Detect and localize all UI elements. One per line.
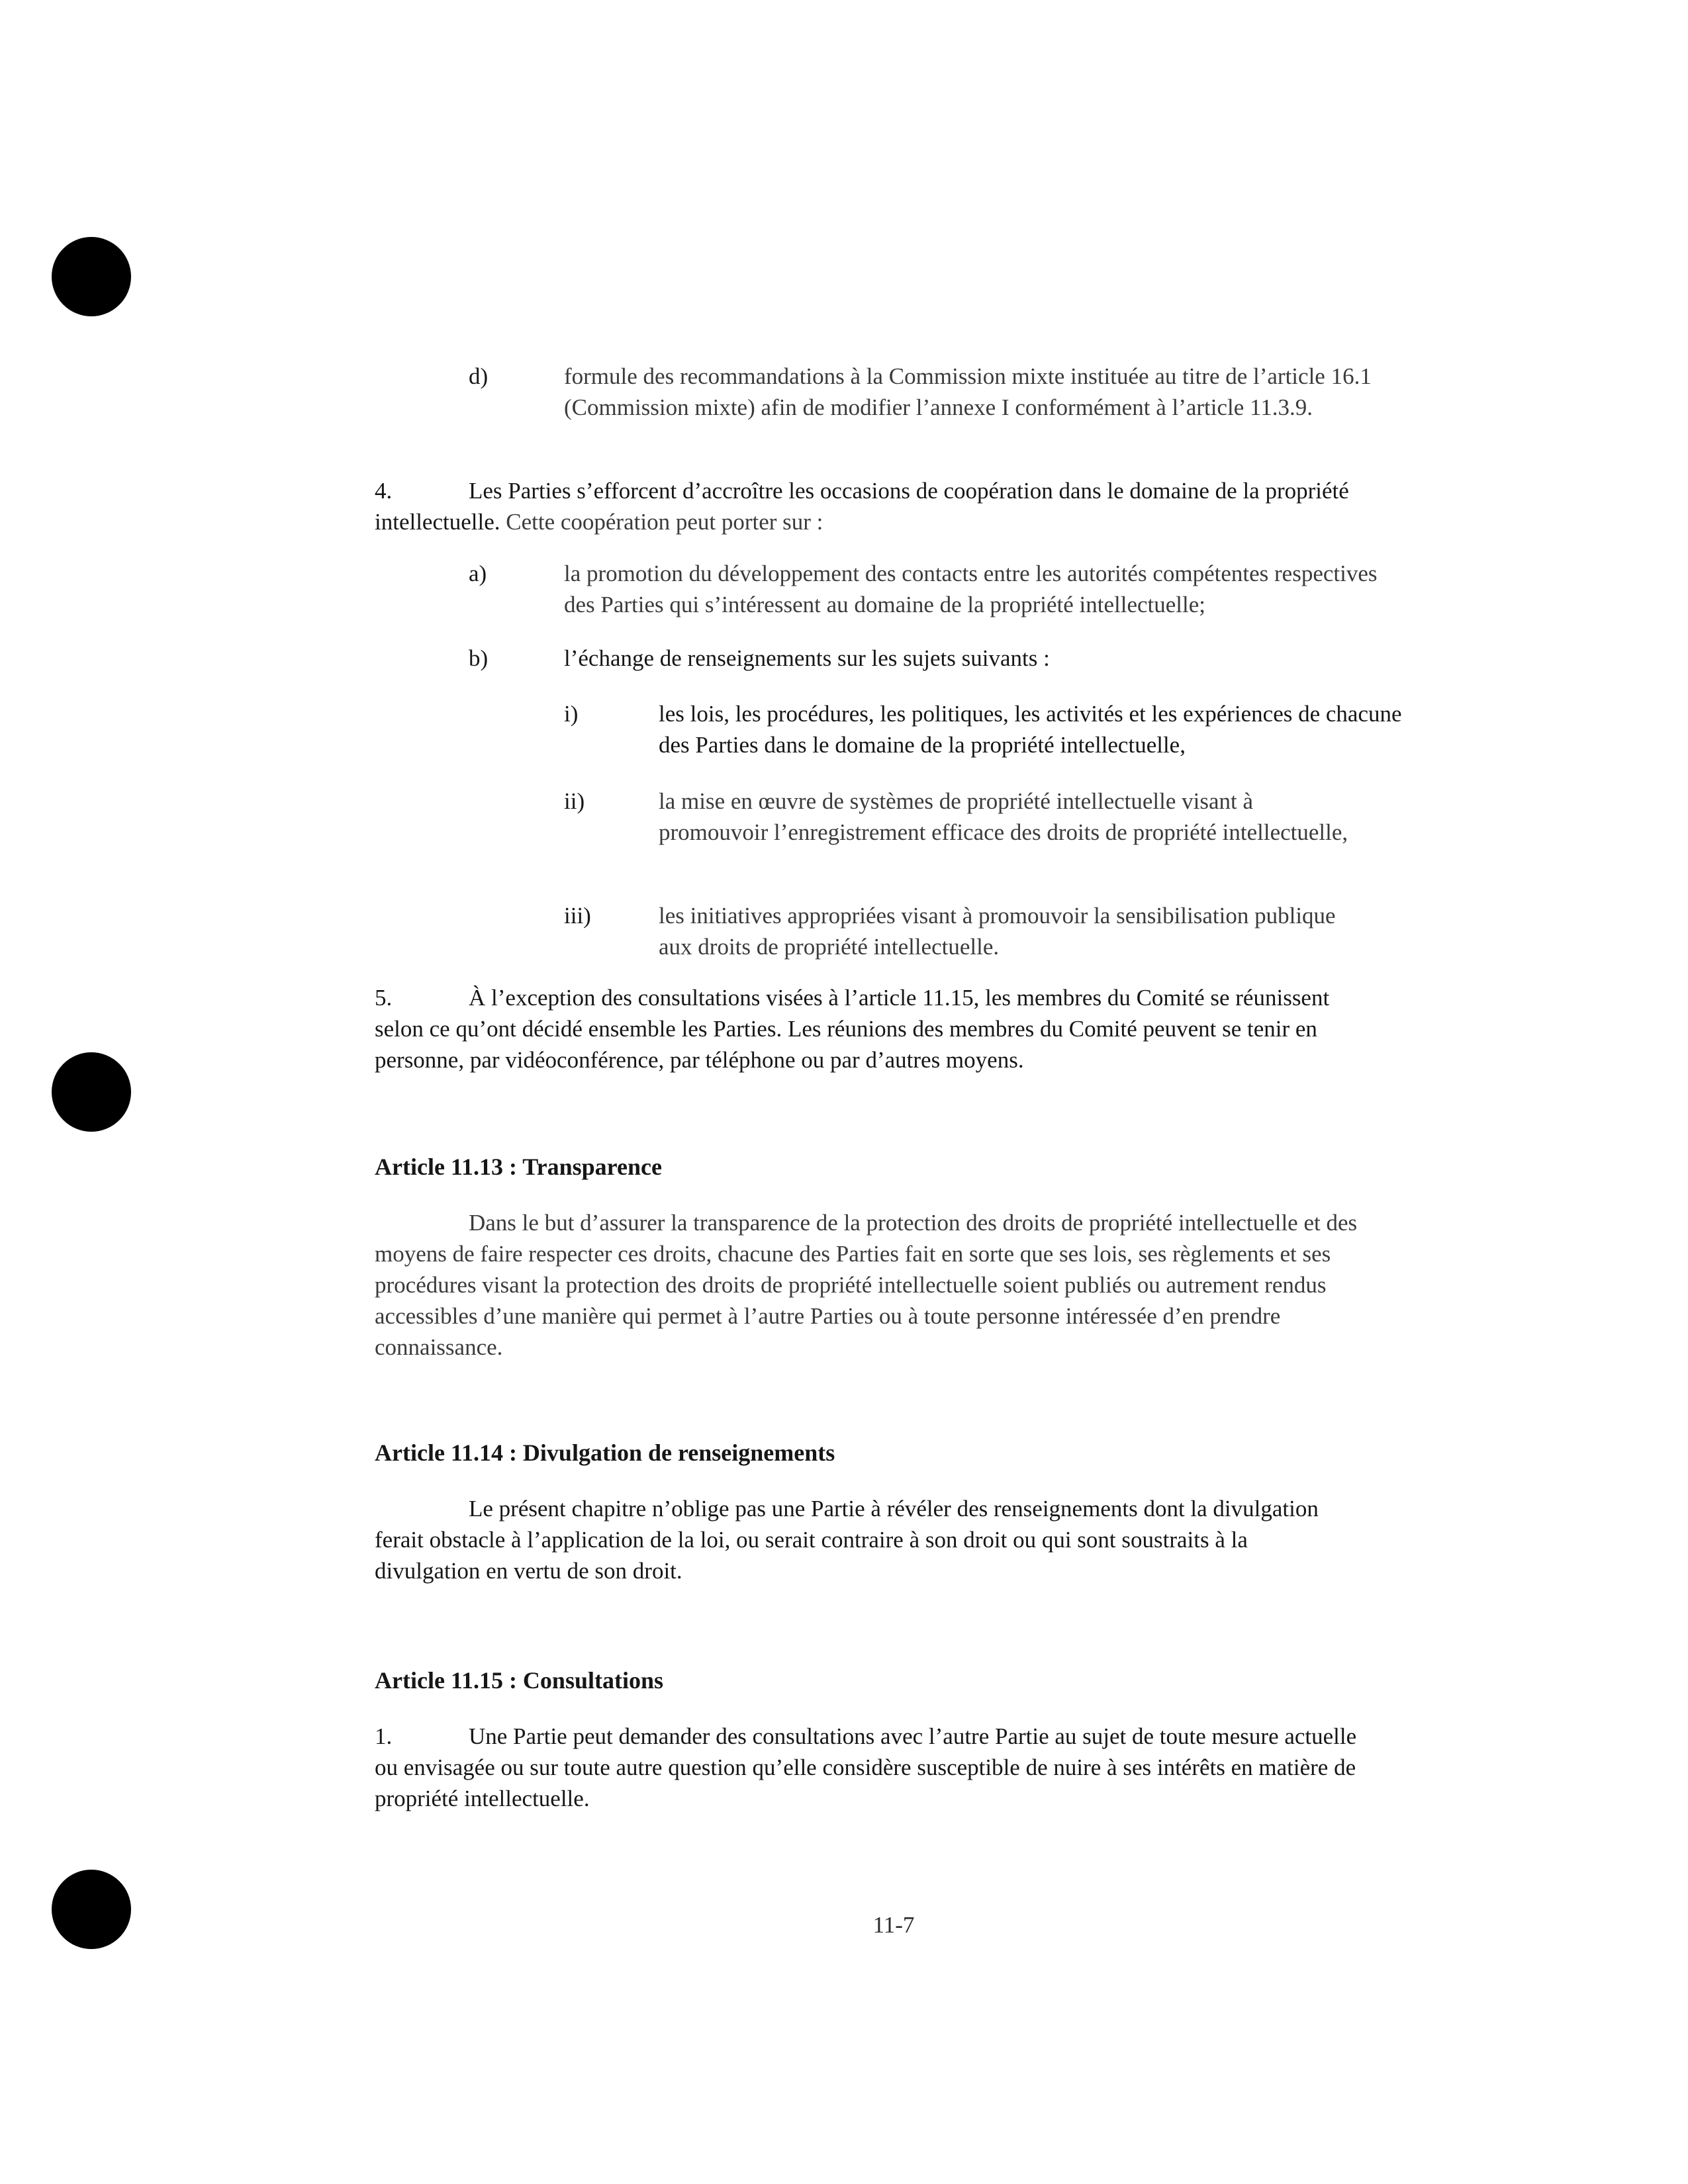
paragraph-4-lead: Les Parties s’efforcent d’accroître les occasions de coopération dans le domaine de la propriété intellectuelle. [375,478,1349,535]
article-11-14-heading: Article 11.14 : Divulgation de renseignements [375,1439,835,1466]
article-11-14-text: Le présent chapitre n’oblige pas une Partie à révéler des renseignements dont la divulgation ferait obstacle à l’application de la loi, ou serait contraire à son droit ou qui sont soustraits à la divulgation en vertu de son droit. [375,1496,1319,1584]
item-a-label: a) [469,561,487,586]
punch-hole-top [52,237,131,316]
item-a-text: la promotion du développement des contacts entre les autorités compétentes respectives des Parties qui s’intéressent au domaine de la propriété intellectuelle; [564,561,1378,617]
paragraph-4-lead-tail: Cette coopération peut porter sur : [500,509,823,535]
item-b-label: b) [469,645,489,671]
item-ii-label: ii) [564,788,585,814]
paragraph-4-number: 4. [375,478,393,504]
item-i-text: les lois, les procédures, les politiques, les activités et les expériences de chacune des Parties dans le domaine de la propriété intellectuelle, [659,701,1402,758]
article-11-15-heading: Article 11.15 : Consultations [375,1667,663,1694]
paragraph-4 [375,475,1368,537]
item-d-label: d) [469,363,489,389]
paragraph-5-text: À l’exception des consultations visées à l’article 11.15, les membres du Comité se réunissent selon ce qu’ont décidé ensemble les Parties. Les réunions des membres du Comité peuvent se tenir en personne, par vidéoconférence, par téléphone ou par d’autres moyens. [375,985,1330,1073]
article-11-15-paragraph-1-number: 1. [375,1723,393,1749]
article-11-15-paragraph-1 [375,1721,1381,1814]
item-ii-text: la mise en œuvre de systèmes de propriété intellectuelle visant à promouvoir l’enregistrement efficace des droits de propriété intellectuelle, [659,788,1348,845]
item-b-text: l’échange de renseignements sur les sujets suivants : [564,645,1050,671]
item-d-text: formule des recommandations à la Commission mixte instituée au titre de l’article 16.1 (Commission mixte) afin de modifier l’annexe I conformément à l’article 11.3.9. [564,363,1372,420]
paragraph-5-number: 5. [375,985,393,1011]
article-11-13-text: Dans le but d’assurer la transparence de la protection des droits de propriété intellectuelle et des moyens de faire respecter ces droits, chacune des Parties fait en sorte que ses lois, ses règlements et ses procédures visant la protection des droits de propriété intellectuelle soient publiés ou autrement rendus accessibles d’une manière qui permet à l’autre Parties ou à toute personne intéressée d’en prendre connaissance. [375,1210,1358,1360]
paragraph-5 [375,982,1368,1075]
punch-hole-bottom [52,1870,131,1949]
page-number: 11-7 [872,1912,915,1938]
article-11-15-paragraph-1-text: Une Partie peut demander des consultations avec l’autre Partie au sujet de toute mesure actuelle ou envisagée ou sur toute autre question qu’elle considère susceptible de nuire à ses intérêts en matière de propriété intellectuelle. [375,1723,1357,1811]
item-i-label: i) [564,701,579,727]
article-11-13-heading: Article 11.13 : Transparence [375,1154,662,1180]
item-iii-text: les initiatives appropriées visant à promouvoir la sensibilisation publique aux droits de propriété intellectuelle. [659,903,1336,960]
punch-hole-middle [52,1052,131,1132]
item-iii-label: iii) [564,903,591,929]
